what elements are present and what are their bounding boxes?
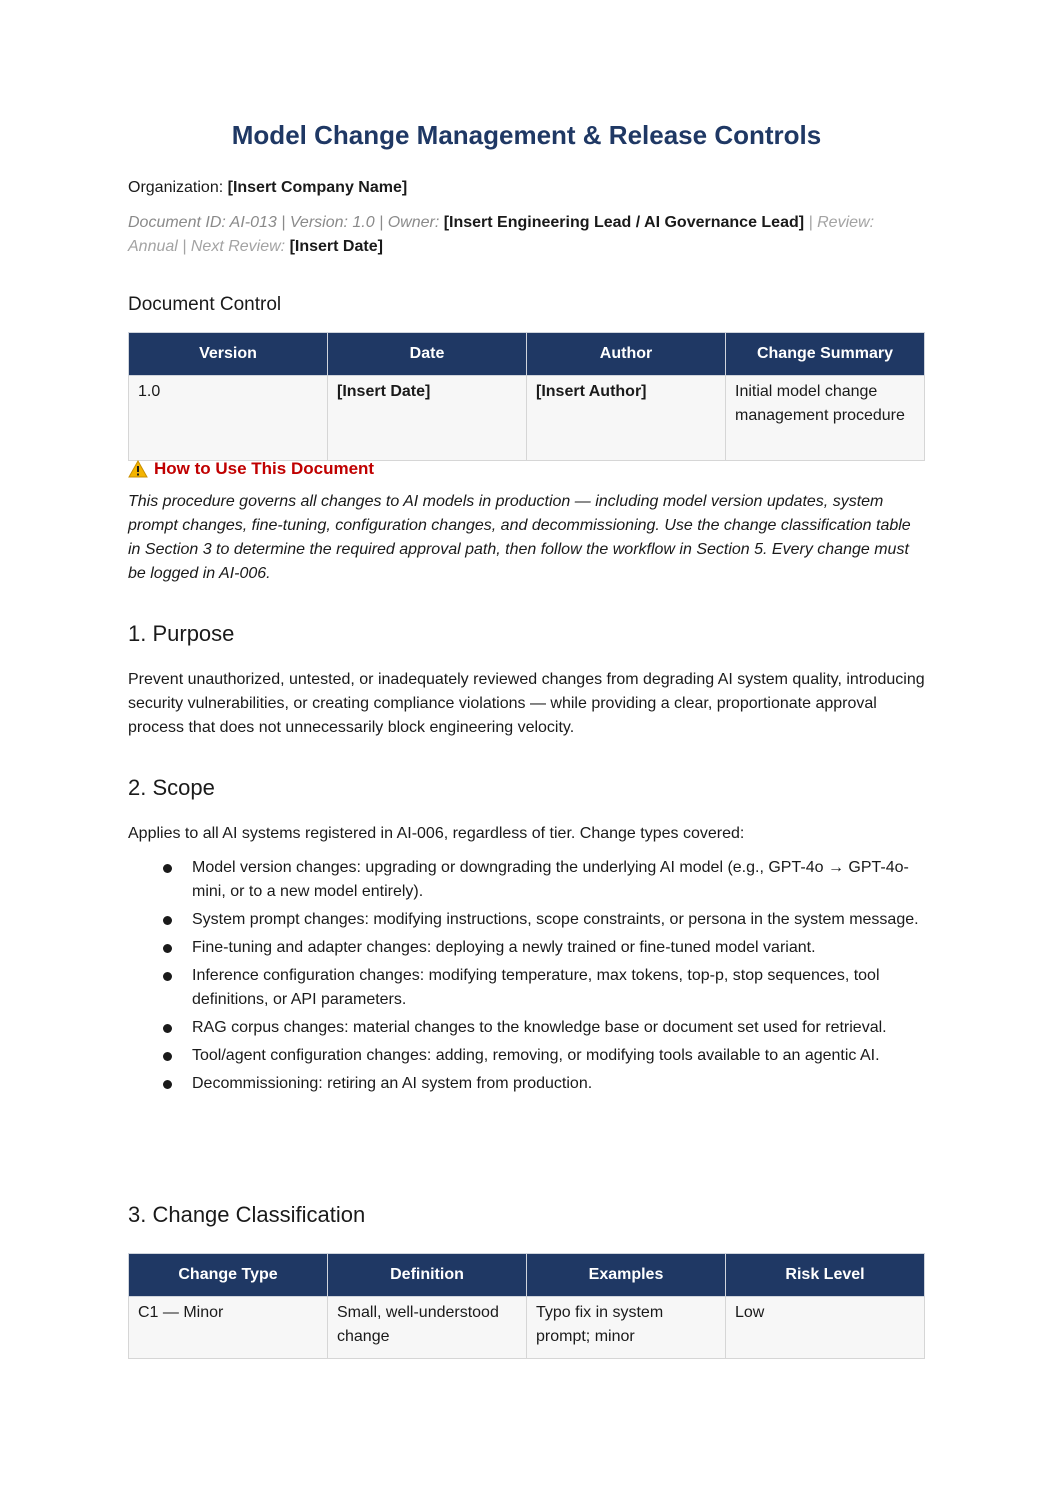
table-header-cell: Change Type xyxy=(129,1254,328,1297)
organization-value: [Insert Company Name] xyxy=(227,179,408,196)
table-header-cell: Author xyxy=(527,333,726,376)
bullet-icon xyxy=(163,1052,172,1061)
bullet-icon xyxy=(163,972,172,981)
scope-intro: Applies to all AI systems registered in AI-006, regardless of tier. Change types covered: xyxy=(128,825,745,842)
list-item xyxy=(128,964,925,1012)
list-item xyxy=(128,1044,925,1068)
how-to-use-title: How to Use This Document xyxy=(154,459,375,478)
list-item-text: Fine-tuning and adapter changes: deploying a newly trained or fine-tuned model variant. xyxy=(192,939,816,956)
change-classification-table xyxy=(128,1253,925,1359)
organization-line xyxy=(128,179,407,197)
list-item xyxy=(128,936,925,960)
bullet-icon xyxy=(163,1024,172,1033)
bullet-icon xyxy=(163,864,172,873)
list-item-text: Decommissioning: retiring an AI system from production. xyxy=(192,1075,593,1092)
list-item xyxy=(128,856,925,904)
bullet-icon xyxy=(163,1080,172,1089)
list-item xyxy=(128,908,925,932)
table-header-cell: Examples xyxy=(527,1254,726,1297)
table-cell: [Insert Date] xyxy=(328,376,527,461)
table-cell: Typo fix in system prompt; minor xyxy=(527,1297,726,1359)
table-header-row xyxy=(129,1254,925,1297)
table-header-cell: Version xyxy=(129,333,328,376)
table-cell: Small, well-understood change xyxy=(328,1297,527,1359)
table-header-cell: Change Summary xyxy=(726,333,925,376)
table-header-cell: Definition xyxy=(328,1254,527,1297)
scope-list xyxy=(128,856,925,1100)
classification-heading: 3. Change Classification xyxy=(128,1202,366,1227)
list-item-text: RAG corpus changes: material changes to the knowledge base or document set used for retrieval. xyxy=(192,1019,887,1036)
meta-review: | Review: Annual | Next Review: xyxy=(128,214,875,255)
table-row xyxy=(129,376,925,461)
list-item-text: System prompt changes: modifying instructions, scope constraints, or persona in the system message. xyxy=(192,911,919,928)
purpose-heading: 1. Purpose xyxy=(128,621,235,646)
purpose-body: Prevent unauthorized, untested, or inadequately reviewed changes from degrading AI system quality, introducing security vulnerabilities, or creating compliance violations — while providing a clear, proportionate approval process that does not unnecessarily block engineering velocity. xyxy=(128,671,925,736)
table-header-cell: Risk Level xyxy=(726,1254,925,1297)
table-cell: Low xyxy=(726,1297,925,1359)
table-row xyxy=(129,1297,925,1359)
table-header-row xyxy=(129,333,925,376)
meta-next-review-value: [Insert Date] xyxy=(289,238,383,255)
meta-doc-id: Document ID: AI-013 | Version: 1.0 | Owner: xyxy=(128,214,444,231)
document-meta xyxy=(128,211,925,259)
how-to-use-heading xyxy=(128,459,374,479)
table-cell: [Insert Author] xyxy=(527,376,726,461)
table-cell: 1.0 xyxy=(129,376,328,461)
meta-owner-value: [Insert Engineering Lead / AI Governance Lead] xyxy=(443,214,805,231)
list-item-text: Tool/agent configuration changes: adding, removing, or modifying tools available to an agentic AI. xyxy=(192,1047,880,1064)
document-control-table xyxy=(128,332,925,461)
table-cell: C1 — Minor xyxy=(129,1297,328,1359)
list-item xyxy=(128,1072,925,1096)
how-to-use-body: This procedure governs all changes to AI models in production — including model version updates, system prompt changes, fine-tuning, configuration changes, and decommissioning. Use the change classification table in Section 3 to determine the required approval path, then follow the workflow in Section 5. Every change must be logged in AI-006. xyxy=(128,493,911,582)
table-cell: Initial model change management procedure xyxy=(726,376,925,461)
scope-heading: 2. Scope xyxy=(128,775,215,800)
bullet-icon xyxy=(163,944,172,953)
list-item xyxy=(128,1016,925,1040)
organization-label: Organization: xyxy=(128,179,228,196)
warning-icon xyxy=(128,460,148,478)
document-control-heading: Document Control xyxy=(128,294,282,315)
list-item-text: Inference configuration changes: modifying temperature, max tokens, top-p, stop sequences, tool definitions, or API parameters. xyxy=(192,967,880,1008)
table-header-cell: Date xyxy=(328,333,527,376)
list-item-text: Model version changes: upgrading or downgrading the underlying AI model (e.g., GPT-4o → GPT-4o-mini, or to a new model entirely). xyxy=(192,859,909,900)
document-title: Model Change Management & Release Controls xyxy=(231,120,822,150)
bullet-icon xyxy=(163,916,172,925)
